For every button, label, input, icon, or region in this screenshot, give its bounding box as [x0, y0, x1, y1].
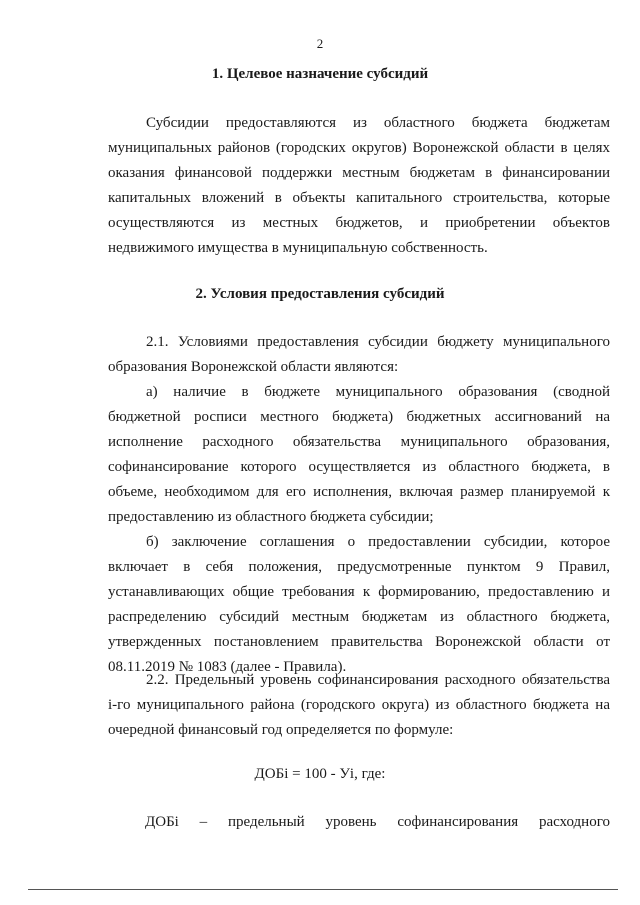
section-2-heading: 2. Условия предоставления субсидий	[195, 286, 445, 302]
definition-word: предельный	[227, 814, 305, 830]
page-number: 2	[316, 36, 324, 51]
formula: ДОБi = 100 - Уi, где:	[254, 766, 386, 782]
definition-line	[145, 814, 610, 831]
section-1-paragraph: Субсидии предоставляются из областного бюджета бюджетам муниципальных районов (городских округов) Воронежской области в целях оказания финансовой поддержки местным бюджетам в финансировании капитальных вложений в объекты капитального строительства, которые осуществляются из местных бюджетов, и приобретении объектов недвижимого имущества в муниципальную собственность.	[108, 115, 610, 256]
paragraph-a: а) наличие в бюджете муниципального образования (сводной бюджетной росписи местного бюджета) бюджетных ассигнований на исполнение расходного обязательства муниципального образования, софинансирование которого осуществляется из областного бюджета, в объеме, необходимом для его исполнения, включая размер планируемой к предоставлению из областного бюджета субсидии;	[108, 384, 610, 525]
paragraph-2-1: 2.1. Условиями предоставления субсидии бюджету муниципального образования Воронежской области являются:	[108, 334, 610, 375]
paragraph-b: б) заключение соглашения о предоставлении субсидии, которое включает в себя положения, предусмотренные пунктом 9 Правил, устанавливающих общие требования к формированию, предоставлению и распределению субсидий местным бюджетам из областного бюджета, утвержденных постановлением правительства Воронежской области от 08.11.2019 № 1083 (далее - Правила).	[108, 534, 610, 675]
section-1-heading: 1. Целевое назначение субсидий	[211, 66, 429, 82]
definition-word: уровень	[325, 814, 377, 830]
footer-divider	[28, 889, 618, 890]
definition-word: –	[199, 814, 208, 830]
paragraph-2-2: 2.2. Предельный уровень софинансирования расходного обязательства i-го муниципального района (городского округа) из областного бюджета на очередной финансовый год определяется по формуле:	[108, 672, 610, 738]
definition-word: расходного	[538, 814, 610, 830]
definition-word: ДОБi	[145, 814, 179, 830]
definition-word: софинансирования	[397, 814, 519, 830]
